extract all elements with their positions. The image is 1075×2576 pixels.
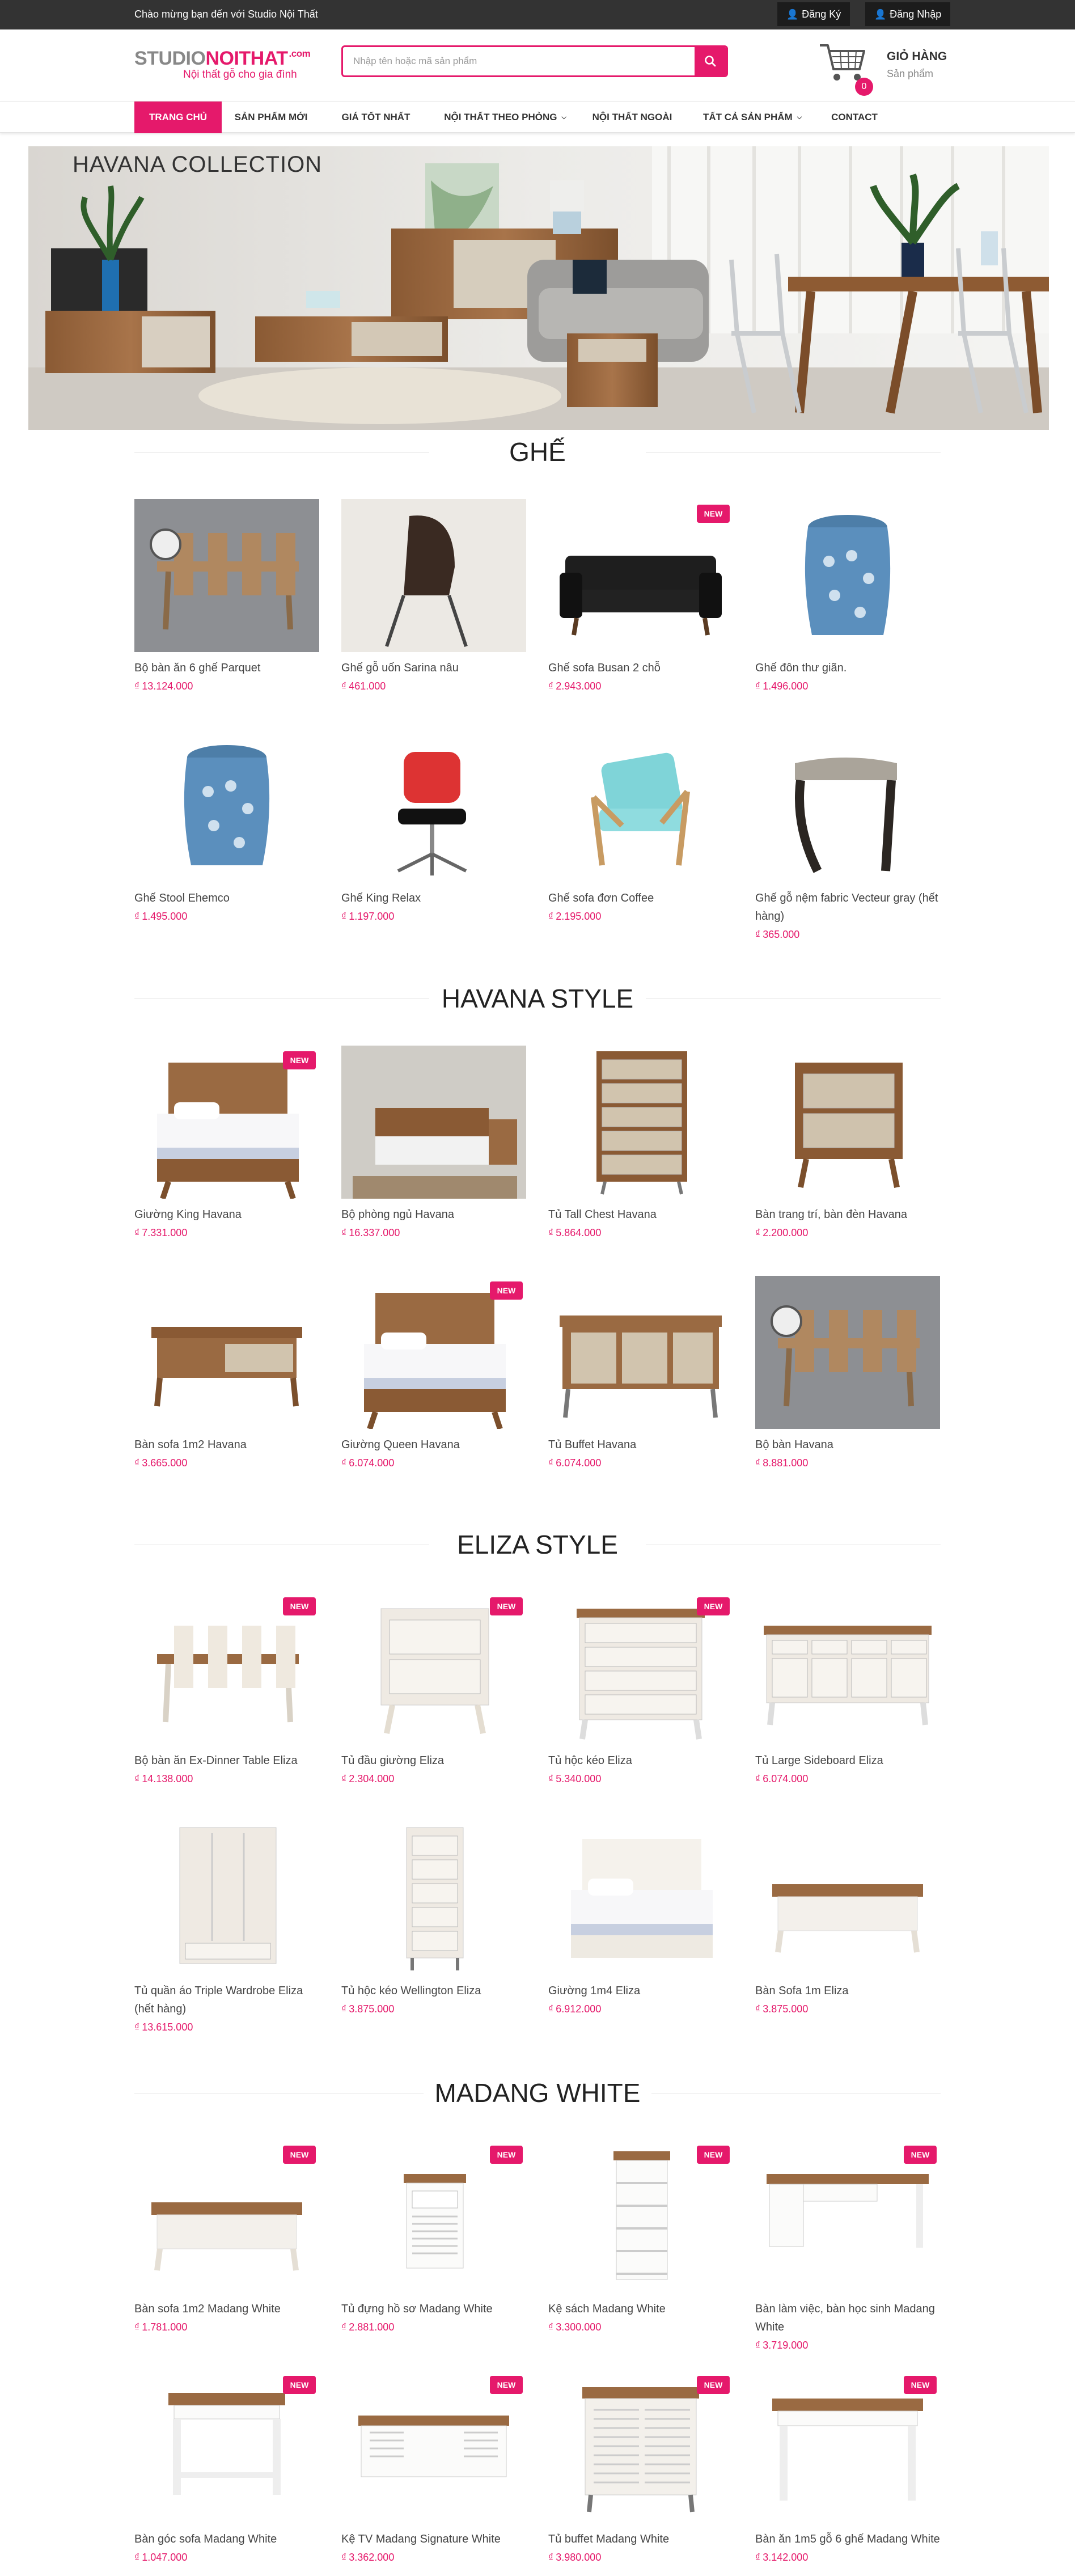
section-heading: GHẾ <box>498 437 577 467</box>
product-name[interactable]: Bàn sofa 1m2 Madang White <box>134 2303 281 2315</box>
new-badge: NEW <box>904 2376 937 2394</box>
product-image[interactable] <box>755 1046 940 1199</box>
product-price: ₫ 7.331.000 <box>134 1227 188 1238</box>
product-name[interactable]: Bàn trang trí, bàn đèn Havana <box>755 1208 907 1221</box>
product-image[interactable] <box>755 1592 940 1745</box>
section-title <box>134 437 941 467</box>
product-card[interactable] <box>755 1822 940 2015</box>
product-name[interactable]: Bàn góc sofa Madang White <box>134 2533 277 2545</box>
product-card[interactable] <box>548 1822 733 2015</box>
product-image[interactable] <box>548 1822 733 1975</box>
currency-symbol: ₫ <box>548 2321 554 2333</box>
product-card[interactable] <box>341 499 526 692</box>
product-card[interactable] <box>134 1046 319 1239</box>
product-name[interactable]: Tủ hộc kéo Eliza <box>548 1754 632 1767</box>
product-card[interactable] <box>548 2370 733 2564</box>
product-price: ₫ 2.881.000 <box>341 2321 395 2333</box>
product-name[interactable]: Tủ đựng hồ sơ Madang White <box>341 2303 493 2315</box>
product-card[interactable] <box>134 2140 319 2333</box>
product-price: ₫ 3.665.000 <box>134 1457 188 1469</box>
product-name[interactable]: Ghế Stool Ehemco <box>134 892 230 904</box>
new-badge: NEW <box>283 2376 316 2394</box>
product-price: ₫ 13.615.000 <box>134 2021 193 2033</box>
product-price: ₫ 2.195.000 <box>548 911 602 922</box>
product-card[interactable] <box>755 2140 940 2351</box>
product-price: ₫ 365.000 <box>755 929 800 940</box>
product-price: ₫ 3.719.000 <box>755 2340 809 2351</box>
product-image[interactable] <box>548 2140 733 2293</box>
product-price: ₫ 6.074.000 <box>548 1457 602 1469</box>
buffet-icon <box>548 1276 733 1429</box>
nav-item-home[interactable]: TRANG CHỦ <box>134 101 222 133</box>
product-image[interactable] <box>341 1046 526 1199</box>
product-price: ₫ 8.881.000 <box>755 1457 809 1469</box>
product-name[interactable]: Bàn làm việc, bàn học sinh Madang White <box>755 2303 935 2333</box>
coffee-table-icon <box>755 1822 940 1975</box>
sideboard-icon <box>755 1592 940 1745</box>
currency-symbol: ₫ <box>134 2021 140 2033</box>
product-card[interactable] <box>341 729 526 923</box>
product-price: ₫ 6.074.000 <box>755 1773 809 1784</box>
product-image[interactable] <box>341 729 526 882</box>
product-name[interactable]: Bàn sofa 1m2 Havana <box>134 1439 247 1451</box>
new-badge: NEW <box>490 1597 523 1615</box>
product-card[interactable] <box>134 2370 319 2564</box>
chair-icon <box>341 499 526 652</box>
search-box <box>341 45 728 77</box>
product-image[interactable] <box>548 1592 733 1745</box>
new-badge: NEW <box>697 2146 730 2164</box>
chevron-down-icon: ⌵ <box>797 114 802 121</box>
product-card[interactable] <box>548 1276 733 1469</box>
section-title <box>134 1529 941 1560</box>
product-name[interactable]: Ghế gỗ nệm fabric Vecteur gray (hết hàng) <box>755 892 938 923</box>
currency-symbol: ₫ <box>755 1773 761 1784</box>
product-name[interactable]: Tủ buffet Madang White <box>548 2533 670 2545</box>
currency-symbol: ₫ <box>548 911 554 922</box>
product-name[interactable]: Tủ Large Sideboard Eliza <box>755 1754 883 1767</box>
bench-stool-icon <box>755 729 940 882</box>
product-image[interactable] <box>755 729 940 882</box>
product-price: ₫ 3.875.000 <box>755 2003 809 2015</box>
new-badge: NEW <box>697 1597 730 1615</box>
product-name[interactable]: Bàn ăn 1m5 gỗ 6 ghế Madang White <box>755 2533 940 2545</box>
top-bar <box>0 0 1075 29</box>
product-image[interactable] <box>548 1276 733 1429</box>
section-heading: ELIZA STYLE <box>446 1529 629 1560</box>
coffee-table-icon <box>134 1276 319 1429</box>
product-price: ₫ 3.875.000 <box>341 2003 395 2015</box>
new-badge: NEW <box>283 2146 316 2164</box>
product-name[interactable]: Giường Queen Havana <box>341 1439 460 1451</box>
currency-symbol: ₫ <box>341 911 347 922</box>
product-price: ₫ 6.074.000 <box>341 1457 395 1469</box>
product-name[interactable]: Ghế King Relax <box>341 892 421 904</box>
product-name[interactable]: Kệ sách Madang White <box>548 2303 666 2315</box>
currency-symbol: ₫ <box>755 2003 761 2015</box>
product-image[interactable] <box>548 2370 733 2523</box>
product-name[interactable]: Bộ bàn ăn 6 ghế Parquet <box>134 662 261 674</box>
product-price: ₫ 3.300.000 <box>548 2321 602 2333</box>
currency-symbol: ₫ <box>341 1457 347 1469</box>
product-price: ₫ 1.495.000 <box>134 911 188 922</box>
login-button[interactable]: 👤 Đăng Nhập <box>865 2 950 26</box>
hero-banner[interactable] <box>28 146 1049 430</box>
nav-item-all-products[interactable]: TẤT CẢ SẢN PHẨM ⌵ <box>702 112 802 122</box>
dining-set-icon <box>134 499 319 652</box>
new-badge: NEW <box>697 505 730 523</box>
product-image[interactable] <box>755 1822 940 1975</box>
currency-symbol: ₫ <box>548 1227 554 1238</box>
site-header <box>0 29 1075 101</box>
product-price: ₫ 2.943.000 <box>548 680 602 692</box>
product-image[interactable] <box>755 499 940 652</box>
currency-symbol: ₫ <box>755 929 761 940</box>
product-name[interactable]: Ghế gỗ uốn Sarina nâu <box>341 662 459 674</box>
product-price: ₫ 3.362.000 <box>341 2552 395 2563</box>
product-card[interactable] <box>341 1276 526 1469</box>
product-image[interactable] <box>134 1276 319 1429</box>
currency-symbol: ₫ <box>134 680 140 692</box>
product-name[interactable]: Tủ quần áo Triple Wardrobe Eliza (hết hàng) <box>134 1985 303 2015</box>
product-image[interactable] <box>548 1046 733 1199</box>
nav-item-new-products[interactable]: SẢN PHẨM MỚI <box>234 112 308 122</box>
new-badge: NEW <box>283 1051 316 1069</box>
cart-count-badge: 0 <box>855 78 873 96</box>
nav-item-furniture-by-room[interactable]: NỘI THẤT THEO PHÒNG ⌵ <box>444 112 566 122</box>
product-card[interactable] <box>755 1276 940 1469</box>
product-name[interactable]: Ghế sofa đơn Coffee <box>548 892 654 904</box>
currency-symbol: ₫ <box>755 2552 761 2563</box>
product-card[interactable] <box>341 1592 526 1785</box>
currency-symbol: ₫ <box>341 2321 347 2333</box>
product-image[interactable] <box>341 1276 526 1429</box>
product-name[interactable]: Bộ bàn ăn Ex-Dinner Table Eliza <box>134 1754 298 1767</box>
product-image[interactable] <box>134 1822 319 1975</box>
product-price: ₫ 1.197.000 <box>341 911 395 922</box>
product-name[interactable]: Tủ đầu giường Eliza <box>341 1754 445 1767</box>
product-price: ₫ 5.864.000 <box>548 1227 602 1238</box>
product-card[interactable] <box>548 1592 733 1785</box>
bedroom-icon <box>341 1046 526 1199</box>
product-card[interactable] <box>341 1822 526 2015</box>
currency-symbol: ₫ <box>134 1773 140 1784</box>
currency-symbol: ₫ <box>134 1457 140 1469</box>
product-image[interactable] <box>341 2370 526 2523</box>
product-name[interactable]: Ghế sofa Busan 2 chỗ <box>548 662 661 674</box>
product-price: ₫ 5.340.000 <box>548 1773 602 1784</box>
product-image[interactable] <box>548 729 733 882</box>
chest-icon <box>548 1046 733 1199</box>
product-image[interactable] <box>755 2140 940 2293</box>
product-price: ₫ 13.124.000 <box>134 680 193 692</box>
product-name[interactable]: Giường 1m4 Eliza <box>548 1985 641 1997</box>
product-image[interactable] <box>341 1822 526 1975</box>
product-name[interactable]: Ghế đôn thư giãn. <box>755 662 847 674</box>
chevron-down-icon: ⌵ <box>561 114 566 121</box>
currency-symbol: ₫ <box>548 2003 554 2015</box>
product-name[interactable]: Kệ TV Madang Signature White <box>341 2533 501 2545</box>
product-image[interactable] <box>755 2370 940 2523</box>
product-image[interactable] <box>134 1046 319 1199</box>
nav-item-contact[interactable]: CONTACT <box>831 112 878 122</box>
new-badge: NEW <box>697 2376 730 2394</box>
currency-symbol: ₫ <box>341 2003 347 2015</box>
nav-item-best-price[interactable]: GIÁ TỐT NHẤT <box>341 112 410 122</box>
product-image[interactable] <box>341 499 526 652</box>
currency-symbol: ₫ <box>134 2552 140 2563</box>
currency-symbol: ₫ <box>341 2552 347 2563</box>
product-card[interactable] <box>755 1046 940 1239</box>
currency-symbol: ₫ <box>548 1457 554 1469</box>
product-price: ₫ 3.142.000 <box>755 2552 809 2563</box>
dining-set-icon <box>755 1276 940 1429</box>
product-card[interactable] <box>755 2370 940 2564</box>
stool-icon <box>134 729 319 882</box>
product-price: ₫ 1.781.000 <box>134 2321 188 2333</box>
product-price: ₫ 3.980.000 <box>548 2552 602 2563</box>
currency-symbol: ₫ <box>341 680 347 692</box>
new-badge: NEW <box>904 2146 937 2164</box>
product-name[interactable]: Bộ phòng ngủ Havana <box>341 1208 455 1221</box>
nav-item-outdoor-furniture[interactable]: NỘI THẤT NGOÀI <box>592 112 672 122</box>
section-title <box>134 2078 941 2108</box>
currency-symbol: ₫ <box>341 1227 347 1238</box>
product-card[interactable] <box>755 729 940 941</box>
product-card[interactable] <box>134 1276 319 1469</box>
product-price: ₫ 1.496.000 <box>755 680 809 692</box>
product-price: ₫ 1.047.000 <box>134 2552 188 2563</box>
section-heading: HAVANA STYLE <box>430 983 645 1014</box>
armchair-icon <box>548 729 733 882</box>
product-card[interactable] <box>134 729 319 923</box>
product-image[interactable] <box>134 499 319 652</box>
currency-symbol: ₫ <box>755 2340 761 2351</box>
stool-icon <box>755 499 940 652</box>
search-input[interactable] <box>343 47 695 75</box>
product-price: ₫ 14.138.000 <box>134 1773 193 1784</box>
product-card[interactable] <box>134 1822 319 2033</box>
new-badge: NEW <box>490 2376 523 2394</box>
banner-image <box>28 146 1049 430</box>
site-tagline: Nội thất gỗ cho gia đình <box>183 69 297 81</box>
currency-symbol: ₫ <box>755 680 761 692</box>
office-chair-icon <box>341 729 526 882</box>
product-card[interactable] <box>548 729 733 923</box>
nightstand-icon <box>755 1046 940 1199</box>
product-image[interactable] <box>341 1592 526 1745</box>
section-heading: MADANG WHITE <box>424 2078 652 2108</box>
product-image[interactable] <box>134 2140 319 2293</box>
cart-subtitle: Sản phẩm <box>887 68 934 79</box>
product-card[interactable] <box>548 499 733 692</box>
user-icon: 👤 <box>874 9 887 20</box>
currency-symbol: ₫ <box>548 2552 554 2563</box>
product-price: ₫ 461.000 <box>341 680 386 692</box>
currency-symbol: ₫ <box>134 1227 140 1238</box>
product-card[interactable] <box>755 499 940 692</box>
product-price: ₫ 6.912.000 <box>548 2003 602 2015</box>
search-icon <box>695 47 726 75</box>
product-price: ₫ 2.200.000 <box>755 1227 809 1238</box>
product-image[interactable] <box>548 499 733 652</box>
new-badge: NEW <box>283 1597 316 1615</box>
product-image[interactable] <box>134 729 319 882</box>
product-card[interactable] <box>134 1592 319 1785</box>
product-price: ₫ 16.337.000 <box>341 1227 400 1238</box>
new-badge: NEW <box>490 2146 523 2164</box>
product-card[interactable] <box>548 1046 733 1239</box>
user-add-icon: 👤 <box>786 9 799 20</box>
currency-symbol: ₫ <box>341 1773 347 1784</box>
currency-symbol: ₫ <box>548 680 554 692</box>
cart-icon <box>818 40 866 85</box>
product-name[interactable]: Giường King Havana <box>134 1208 242 1221</box>
product-name[interactable]: Tủ Buffet Havana <box>548 1439 637 1451</box>
wardrobe-icon <box>134 1822 319 1975</box>
product-card[interactable] <box>755 1592 940 1785</box>
product-image[interactable] <box>341 2140 526 2293</box>
product-name[interactable]: Tủ hộc kéo Wellington Eliza <box>341 1985 481 1997</box>
product-name[interactable]: Tủ Tall Chest Havana <box>548 1208 657 1221</box>
product-price: ₫ 2.304.000 <box>341 1773 395 1784</box>
site-logo[interactable]: STUDIONOITHAT $^{.com}$ Nội thất gỗ cho gia đình <box>134 48 311 81</box>
product-name[interactable]: Bộ bàn Havana <box>755 1439 833 1451</box>
currency-symbol: ₫ <box>755 1457 761 1469</box>
currency-symbol: ₫ <box>755 1227 761 1238</box>
currency-symbol: ₫ <box>134 911 140 922</box>
register-button[interactable]: 👤 Đăng Ký <box>777 2 850 26</box>
product-card[interactable] <box>341 2140 526 2333</box>
product-card[interactable] <box>341 2370 526 2564</box>
bed-icon <box>548 1822 733 1975</box>
section-title <box>134 983 941 1014</box>
cart-button[interactable] <box>818 35 948 92</box>
currency-symbol: ₫ <box>548 1773 554 1784</box>
product-card[interactable] <box>548 2140 733 2333</box>
tall-chest-icon <box>341 1822 526 1975</box>
main-nav <box>0 101 1075 133</box>
product-card[interactable] <box>134 499 319 692</box>
product-card[interactable] <box>341 1046 526 1239</box>
welcome-text: Chào mừng bạn đến với Studio Nội Thất <box>134 9 318 20</box>
new-badge: NEW <box>490 1281 523 1300</box>
search-button[interactable] <box>695 47 726 75</box>
product-image[interactable] <box>134 1592 319 1745</box>
cart-title: GIỎ HÀNG <box>887 50 947 63</box>
banner-title: HAVANA COLLECTION <box>73 152 323 177</box>
currency-symbol: ₫ <box>134 2321 140 2333</box>
product-name[interactable]: Bàn Sofa 1m Eliza <box>755 1985 849 1997</box>
product-image[interactable] <box>134 2370 319 2523</box>
product-image[interactable] <box>755 1276 940 1429</box>
